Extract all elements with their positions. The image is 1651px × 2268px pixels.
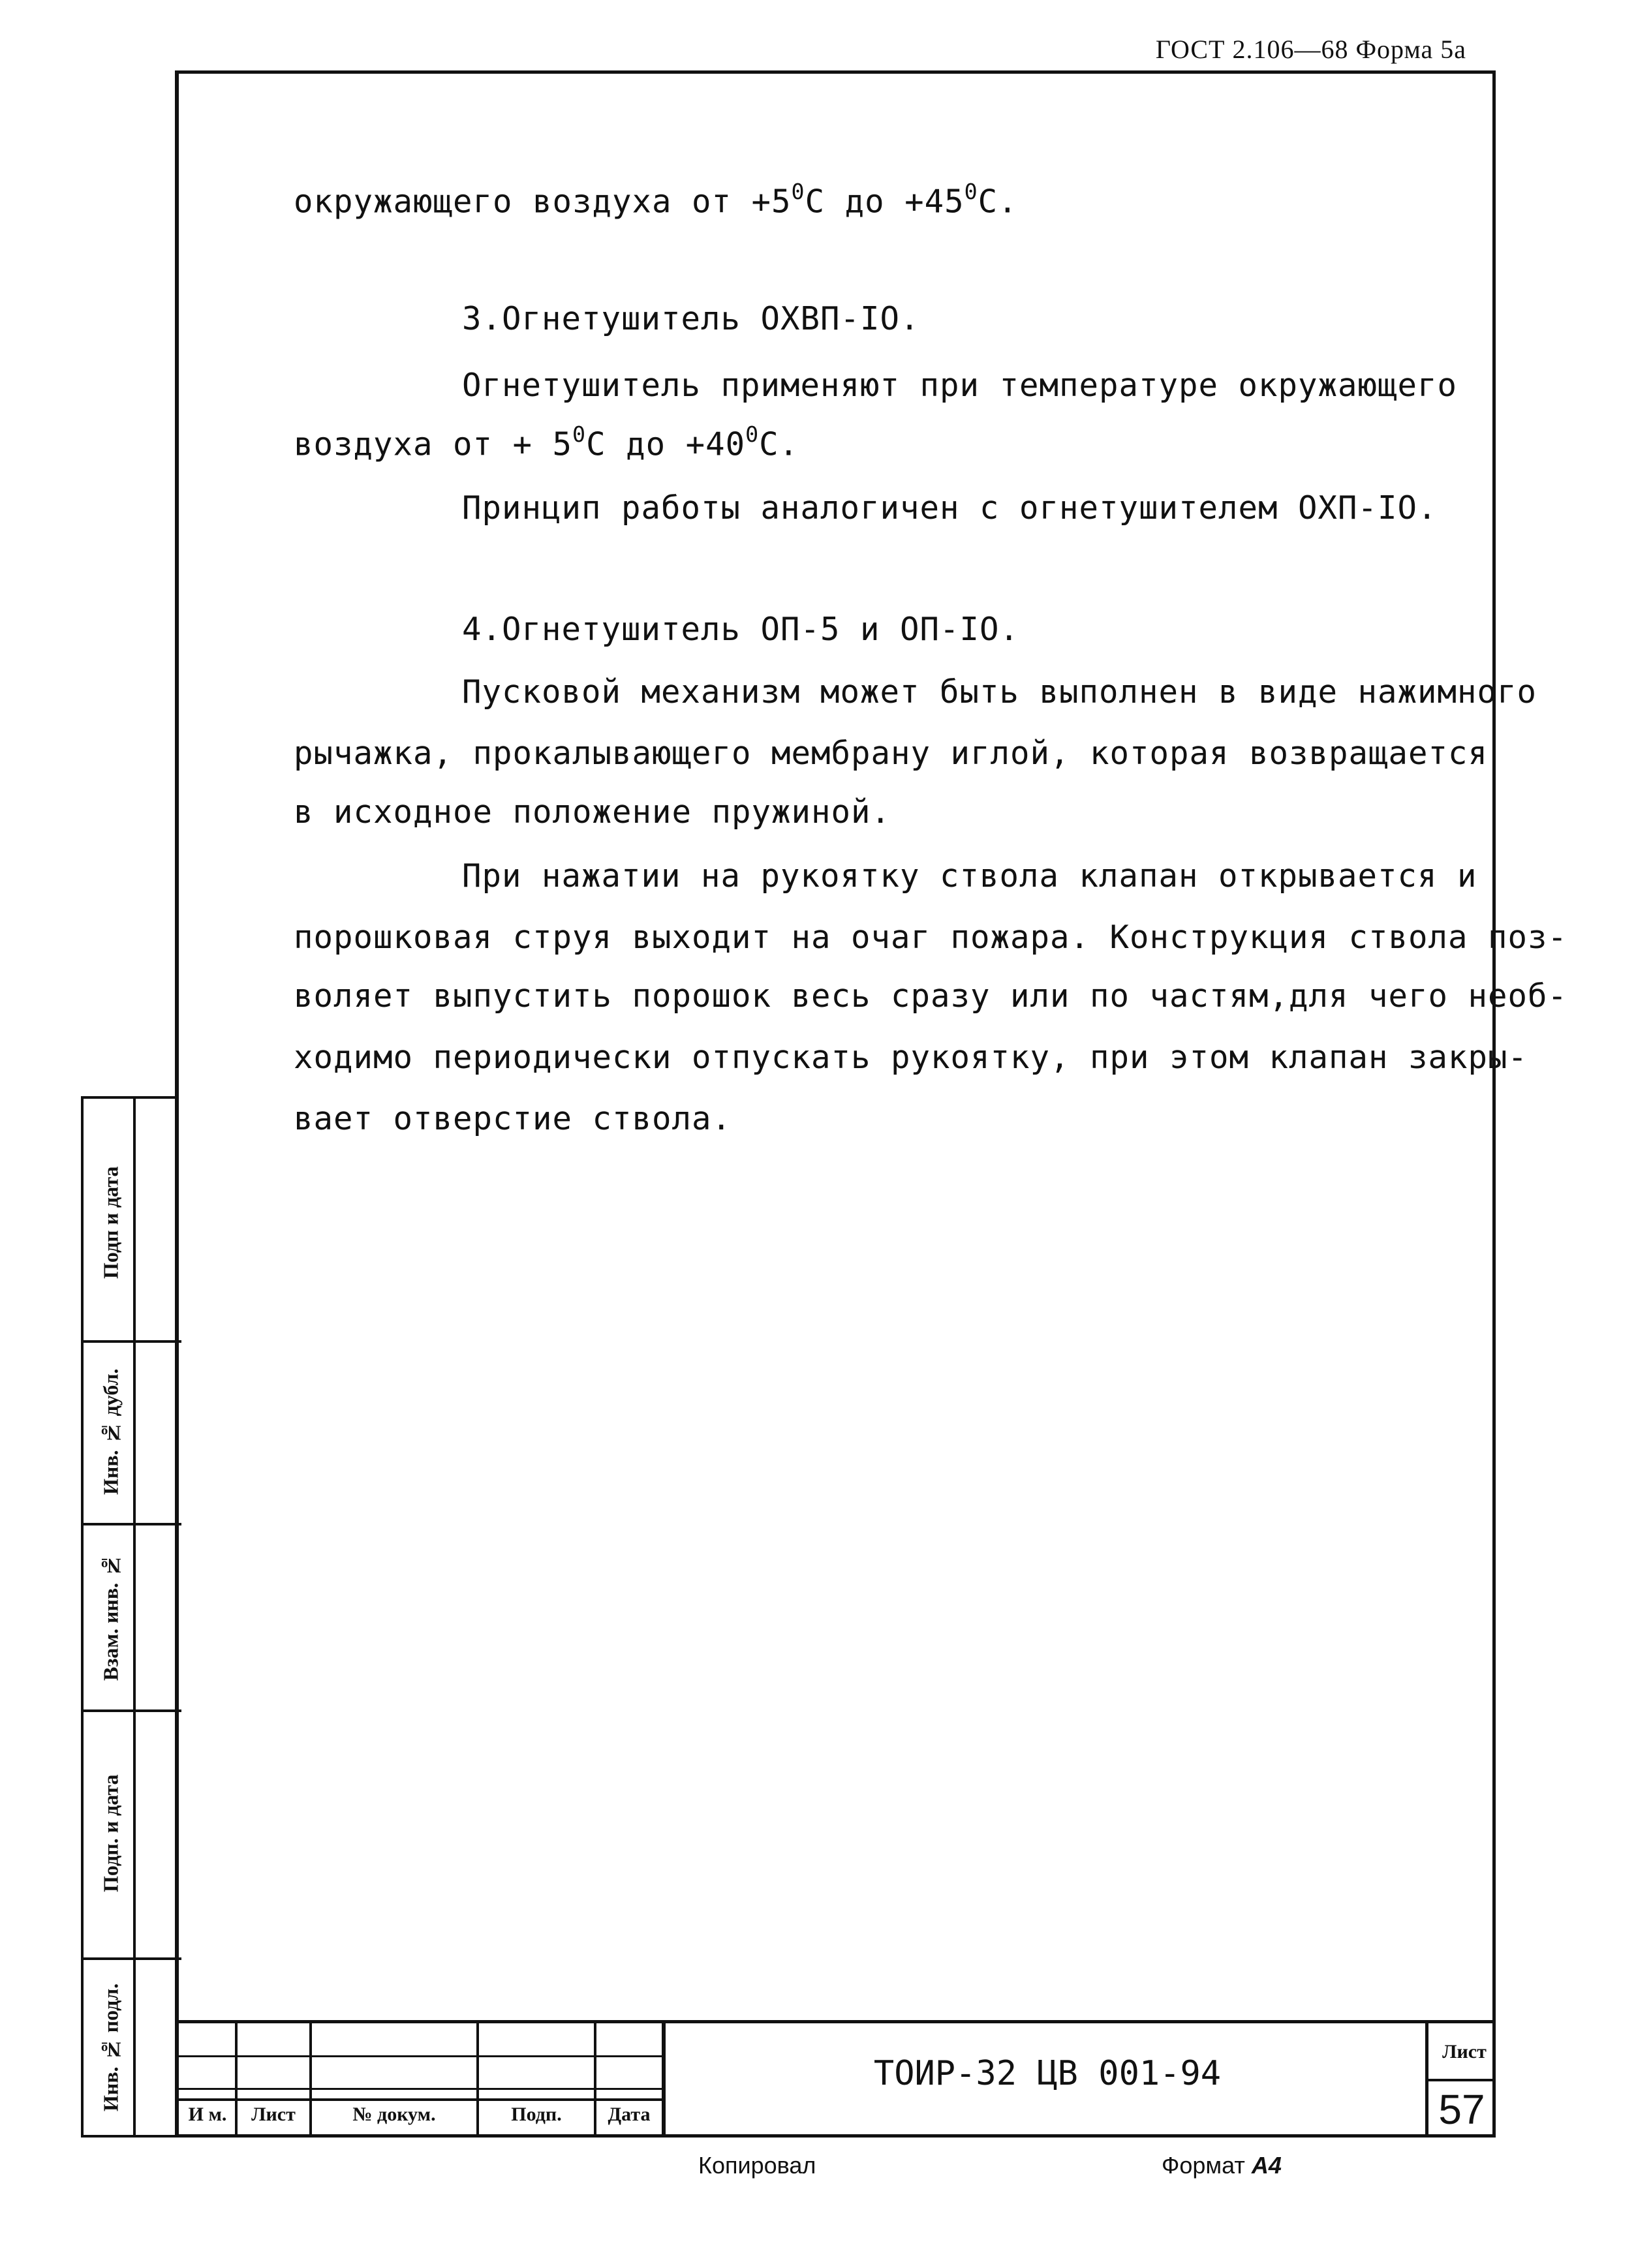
form-header: ГОСТ 2.106—68 Форма 5а: [1155, 35, 1466, 64]
column-label-dokum: № докум.: [352, 2104, 436, 2125]
title-block-row-line: [177, 2098, 663, 2101]
section-4-paragraph-line: воляет выпустить порошок весь сразу или по частям,для чего необ-: [294, 977, 1568, 1015]
title-block-row-line: [1425, 2079, 1493, 2081]
format-value: А4: [1251, 2152, 1282, 2179]
side-label-inv-podl: Инв. № подл.: [99, 1983, 123, 2112]
title-block-row-line: [177, 2055, 663, 2057]
section-4-paragraph-line: При нажатии на рукоятку ствола клапан открывается и: [462, 857, 1477, 895]
column-label-list: Лист: [251, 2104, 296, 2125]
sheet-number: 57: [1438, 2086, 1485, 2133]
format-label: Формат А4: [1162, 2152, 1282, 2179]
title-block-row-line: [177, 2088, 663, 2090]
section-3-paragraph-2: Принцип работы аналогичен с огнетушителем ОХП-IO.: [462, 489, 1438, 527]
section-4-paragraph-line: ходимо периодически отпускать рукоятку, при этом клапан закры-: [294, 1039, 1528, 1076]
side-label-podp-data-2: Подп. и дата: [99, 1774, 123, 1893]
section-4-paragraph-line: рычажка, прокалывающего мембрану иглой, которая возвращается: [294, 735, 1489, 772]
side-label-inv-dubl: Инв. № дубл.: [99, 1368, 123, 1495]
column-label-data: Дата: [608, 2104, 651, 2125]
text-line-1: окружающего воздуха от $+5^0С$ до $+45^0С$.: [294, 178, 1018, 221]
column-label-podp: Подп.: [511, 2104, 562, 2125]
column-label-izm: И м.: [188, 2104, 227, 2125]
section-4-paragraph-line: в исходное положение пружиной.: [294, 793, 891, 831]
section-4-paragraph-line: Пусковой механизм может быть выполнен в виде нажимного: [462, 673, 1537, 711]
document-code: ТОИР-32 ЦВ 001-94: [873, 2054, 1222, 2093]
side-label-podp-data: Подп и дата: [99, 1166, 123, 1280]
section-4-paragraph-line: порошковая струя выходит на очаг пожара. Конструкция ствола поз-: [294, 919, 1568, 956]
side-margin-stamp: [81, 1096, 179, 2138]
section-3-heading: 3.Огнетушитель ОХВП-IO.: [462, 300, 920, 337]
section-4-heading: 4.Огнетушитель ОП-5 и ОП-IO.: [462, 611, 1020, 648]
section-3-paragraph-line: воздуха от + $5^0С$ до $+40^0С$.: [294, 421, 799, 463]
title-block-top-border: [177, 2020, 1493, 2023]
sheet-label: Лист: [1442, 2041, 1487, 2062]
copied-by-label: Копировал: [698, 2152, 816, 2179]
side-label-vzam-inv: Взам. инв. №: [99, 1554, 123, 1681]
section-4-paragraph-line: вает отверстие ствола.: [294, 1100, 732, 1137]
section-3-paragraph-line: Огнетушитель применяют при температуре окружающего: [462, 367, 1458, 404]
